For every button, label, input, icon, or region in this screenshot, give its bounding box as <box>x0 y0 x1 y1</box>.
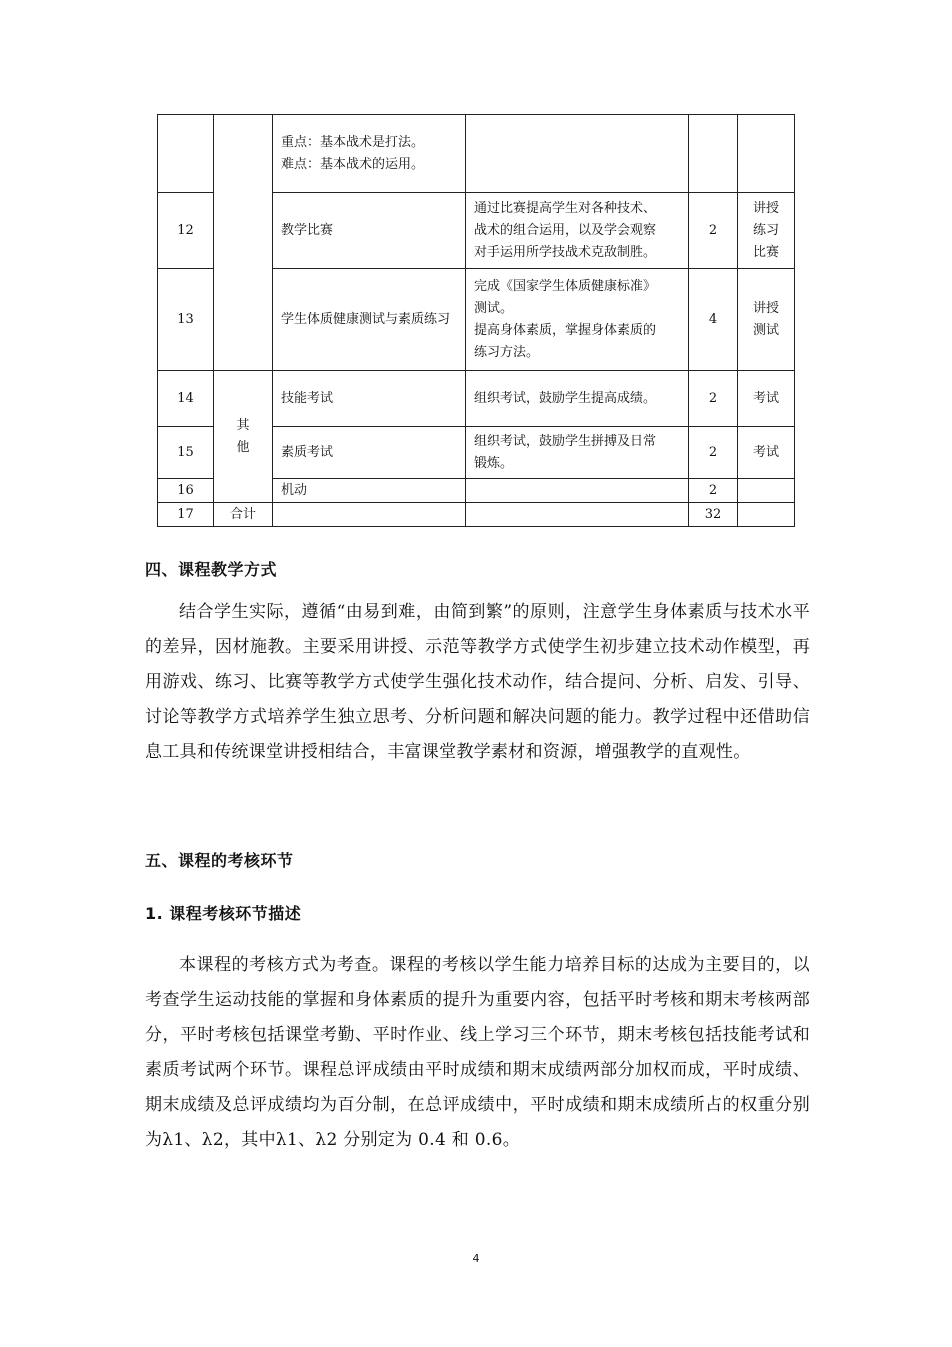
section-heading-assessment: 五、课程的考核环节 <box>145 851 294 870</box>
table-cell-method <box>738 479 795 503</box>
table-cell-content: 学生体质健康测试与素质练习 <box>273 269 466 371</box>
table-cell-hours <box>689 115 738 193</box>
table-cell-method <box>738 503 795 527</box>
table-cell-method <box>738 115 795 193</box>
table-cell-content: 机动 <box>273 479 466 503</box>
table-cell-hours: 2 <box>689 479 738 503</box>
table-cell-num: 15 <box>158 427 214 479</box>
table-cell-goal: 组织考试，鼓励学生拼搏及日常 锻炼。 <box>466 427 689 479</box>
table-cell-goal: 完成《国家学生体质健康标准》 测试。 提高身体素质，掌握身体素质的 练习方法。 <box>466 269 689 371</box>
table-cell-category-other: 其 他 <box>214 371 273 503</box>
table-cell-goal <box>466 503 689 527</box>
table-cell-goal: 通过比赛提高学生对各种技术、 战术的组合运用，以及学会观察 对手运用所学技战术克敌制胜。 <box>466 193 689 269</box>
table-cell-goal: 组织考试，鼓励学生提高成绩。 <box>466 371 689 427</box>
section-heading-teaching-methods: 四、课程教学方式 <box>145 560 278 579</box>
teaching-schedule-table <box>157 114 795 527</box>
table-cell-num: 14 <box>158 371 214 427</box>
table-cell-method: 讲授 测试 <box>738 269 795 371</box>
table-cell-content: 素质考试 <box>273 427 466 479</box>
table-row-total <box>158 503 795 527</box>
table-cell-content: 技能考试 <box>273 371 466 427</box>
table-cell-goal <box>466 115 689 193</box>
table-cell-hours: 2 <box>689 371 738 427</box>
table-cell-goal <box>466 479 689 503</box>
table-cell-content: 教学比赛 <box>273 193 466 269</box>
subsection-heading-assessment-description: 1. 课程考核环节描述 <box>145 904 302 923</box>
table-cell-content: 重点：基本战术是打法。 难点：基本战术的运用。 <box>273 115 466 193</box>
table-row <box>158 115 795 193</box>
table-cell-hours: 32 <box>689 503 738 527</box>
teaching-methods-paragraph: 结合学生实际，遵循“由易到难，由简到繁”的原则，注意学生身体素质与技术水平的差异，因材施教。主要采用讲授、示范等教学方式使学生初步建立技术动作模型，再用游戏、练习、比赛等教学方式使学生强化技术动作，结合提问、分析、启发、引导、讨论等教学方式培养学生独立思考、分析问题和解决问题的能力。教学过程中还借助信息工具和传统课堂讲授相结合，丰富课堂教学素材和资源，增强教学的直观性。 <box>145 602 810 762</box>
table-cell-category-total: 合计 <box>214 503 273 527</box>
assessment-paragraph: 本课程的考核方式为考查。课程的考核以学生能力培养目标的达成为主要目的，以考查学生运动技能的掌握和身体素质的提升为重要内容，包括平时考核和期末考核两部分，平时考核包括课堂考勤、平时作业、线上学习三个环节，期末考核包括技能考试和素质考试两个环节。课程总评成绩由平时成绩和期末成绩两部分加权而成，平时成绩、期末成绩及总评成绩均为百分制，在总评成绩中，平时成绩和期末成绩所占的权重分别为λ1、λ2，其中λ1、λ2 分别定为 0.4 和 0.6。 <box>145 955 810 1150</box>
table-cell-num: 16 <box>158 479 214 503</box>
table-cell-hours: 4 <box>689 269 738 371</box>
table-cell-method: 考试 <box>738 371 795 427</box>
table-cell-num: 17 <box>158 503 214 527</box>
table-cell-category <box>214 115 273 371</box>
table-cell-hours: 2 <box>689 193 738 269</box>
table-cell-num: 12 <box>158 193 214 269</box>
table-cell-hours: 2 <box>689 427 738 479</box>
table-cell-method: 考试 <box>738 427 795 479</box>
table-cell-content <box>273 503 466 527</box>
page-number: 4 <box>472 1252 480 1265</box>
table-cell-num: 13 <box>158 269 214 371</box>
table-row <box>158 371 795 427</box>
table-cell-method: 讲授 练习 比赛 <box>738 193 795 269</box>
table-cell-num <box>158 115 214 193</box>
